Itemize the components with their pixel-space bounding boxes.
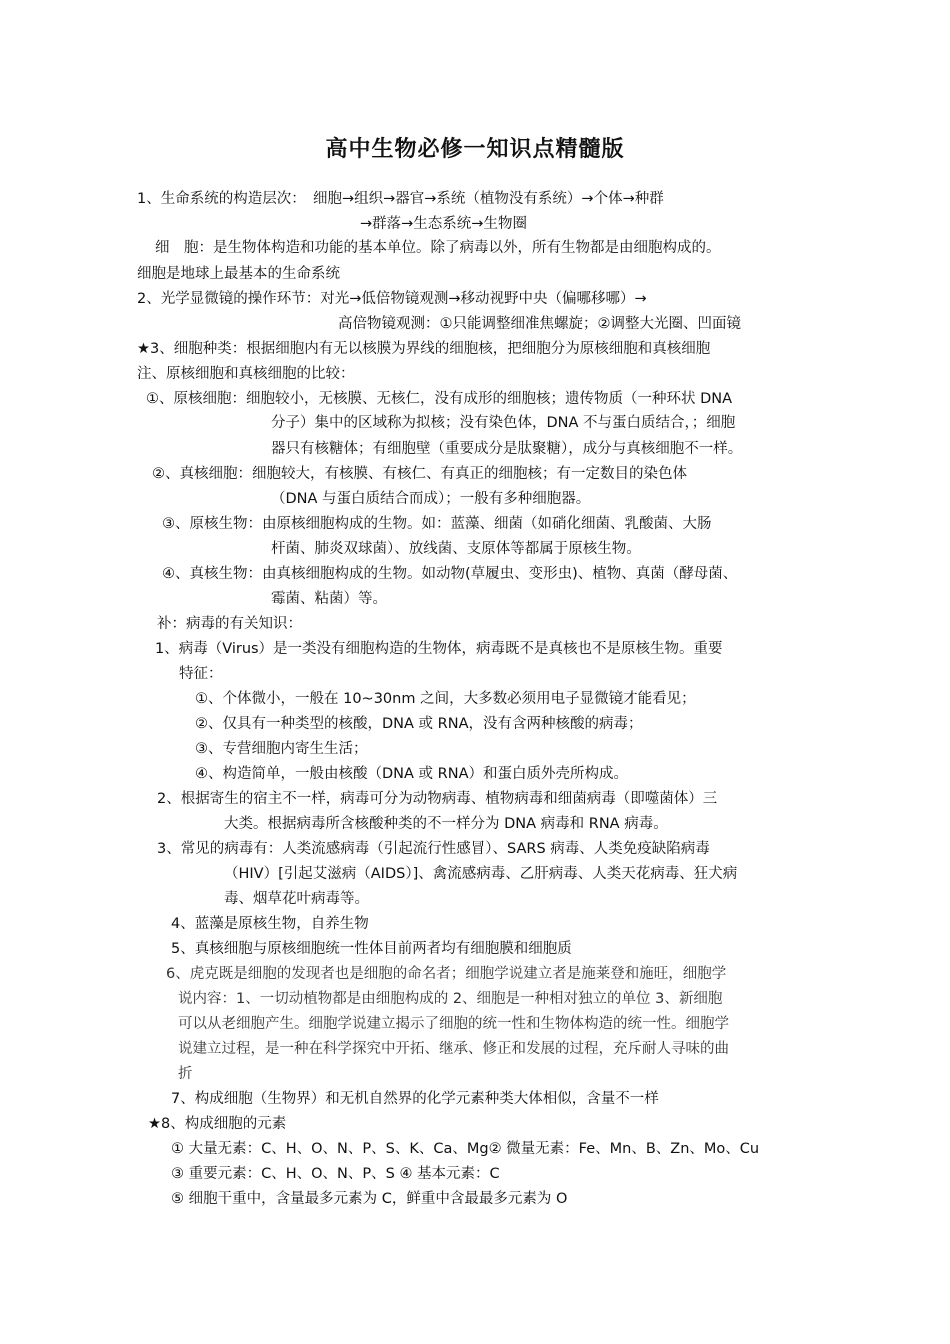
text-line: 杆菌、肺炎双球菌）、放线菌、支原体等都属于原核生物。	[271, 541, 641, 557]
text-line: ①、个体微小，一般在 10~30nm 之间，大多数必须用电子显微镜才能看见；	[195, 691, 696, 707]
text-line: 细 胞：是生物体构造和功能的基本单位。除了病毒以外，所有生物都是由细胞构成的。	[155, 240, 721, 256]
text-line: ③ 重要元素：C、H、O、N、P、S ④ 基本元素：C	[171, 1166, 500, 1182]
text-line: 7、构成细胞（生物界）和无机自然界的化学元素种类大体相似，含量不一样	[171, 1091, 659, 1107]
text-line: 大类。根据病毒所含核酸种类的不一样分为 DNA 病毒和 RNA 病毒。	[224, 816, 668, 832]
text-line: →群落→生态系统→生物圈	[360, 216, 527, 232]
text-line: 5、真核细胞与原核细胞统一性体目前两者均有细胞膜和细胞质	[171, 941, 572, 957]
text-line: 分子）集中的区域称为拟核；没有染色体，DNA 不与蛋白质结合，；细胞	[271, 415, 736, 431]
text-line: 2、光学显微镜的操作环节：对光→低倍物镜观测→移动视野中央（偏哪移哪）→	[137, 291, 647, 307]
text-line: ②、真核细胞：细胞较大，有核膜、有核仁、有真正的细胞核；有一定数目的染色体	[152, 466, 687, 482]
text-line: 高倍物镜观测：①只能调整细准焦螺旋；②调整大光圈、凹面镜	[338, 316, 741, 332]
text-line: 3、常见的病毒有：人类流感病毒（引起流行性感冒）、SARS 病毒、人类免疫缺陷病毒	[157, 841, 710, 857]
text-line: 说建立过程，是一种在科学探究中开拓、继承、修正和发展的过程，充斥耐人寻味的曲	[178, 1041, 729, 1057]
text-line: ⑤ 细胞干重中，含量最多元素为 C，鲜重中含最最多元素为 O	[171, 1191, 568, 1207]
text-line: ③、原核生物：由原核细胞构成的生物。如：蓝藻、细菌（如硝化细菌、乳酸菌、大肠	[162, 516, 712, 532]
text-line: 细胞是地球上最基本的生命系统	[137, 266, 340, 282]
text-line: 注、原核细胞和真核细胞的比较：	[137, 366, 355, 382]
text-line: ④、真核生物：由真核细胞构成的生物。如动物(草履虫、变形虫)、植物、真菌（酵母菌、	[162, 566, 738, 582]
text-line: 1、病毒（Virus）是一类没有细胞构造的生物体，病毒既不是真核也不是原核生物。重要	[155, 641, 723, 657]
text-line: 特征：	[179, 666, 223, 682]
text-line: ① 大量无素：C、H、O、N、P、S、K、Ca、Mg② 微量无素：Fe、Mn、B、Zn、Mo、Cu	[171, 1141, 760, 1157]
text-line: 折	[178, 1066, 193, 1082]
text-line: ①、原核细胞：细胞较小，无核膜、无核仁，没有成形的细胞核；遗传物质（一种环状 DNA	[146, 391, 733, 407]
text-line: 4、蓝藻是原核生物，自养生物	[171, 916, 369, 932]
text-line: 2、根据寄生的宿主不一样，病毒可分为动物病毒、植物病毒和细菌病毒（即噬菌体）三	[157, 791, 718, 807]
text-line: 霉菌、粘菌）等。	[271, 591, 387, 607]
document-title: 高中生物必修一知识点精髓版	[325, 137, 625, 162]
text-line: 器只有核糖体；有细胞壁（重要成分是肽聚糖），成分与真核细胞不一样。	[271, 441, 743, 457]
text-line: ④、构造简单，一般由核酸（DNA 或 RNA）和蛋白质外壳所构成。	[195, 766, 628, 782]
text-line: 1、生命系统的构造层次： 细胞→组织→器官→系统（植物没有系统）→个体→种群	[137, 191, 664, 207]
text-line: 补：病毒的有关知识：	[157, 616, 302, 632]
text-line: ★8、构成细胞的元素	[148, 1116, 287, 1132]
text-line: ②、仅具有一种类型的核酸，DNA 或 RNA，没有含两种核酸的病毒；	[195, 716, 643, 732]
text-line: （DNA 与蛋白质结合而成）；一般有多种细胞器。	[271, 491, 591, 507]
text-line: 毒、烟草花叶病毒等。	[224, 891, 369, 907]
text-line: 可以从老细胞产生。细胞学说建立揭示了细胞的统一性和生物体构造的统一性。细胞学	[178, 1016, 729, 1032]
text-line: （HIV）[引起艾滋病（AIDS）]、禽流感病毒、乙肝病毒、人类天花病毒、狂犬病	[224, 866, 738, 882]
text-line: ★3、细胞种类：根据细胞内有无以核膜为界线的细胞核，把细胞分为原核细胞和真核细胞	[137, 341, 711, 357]
text-line: 说内容：1、一切动植物都是由细胞构成的 2、细胞是一种相对独立的单位 3、新细胞	[178, 991, 723, 1007]
text-line: ③、专营细胞内寄生生活；	[195, 741, 368, 757]
text-line: 6、虎克既是细胞的发现者也是细胞的命名者；细胞学说建立者是施莱登和施旺，细胞学	[166, 966, 727, 982]
